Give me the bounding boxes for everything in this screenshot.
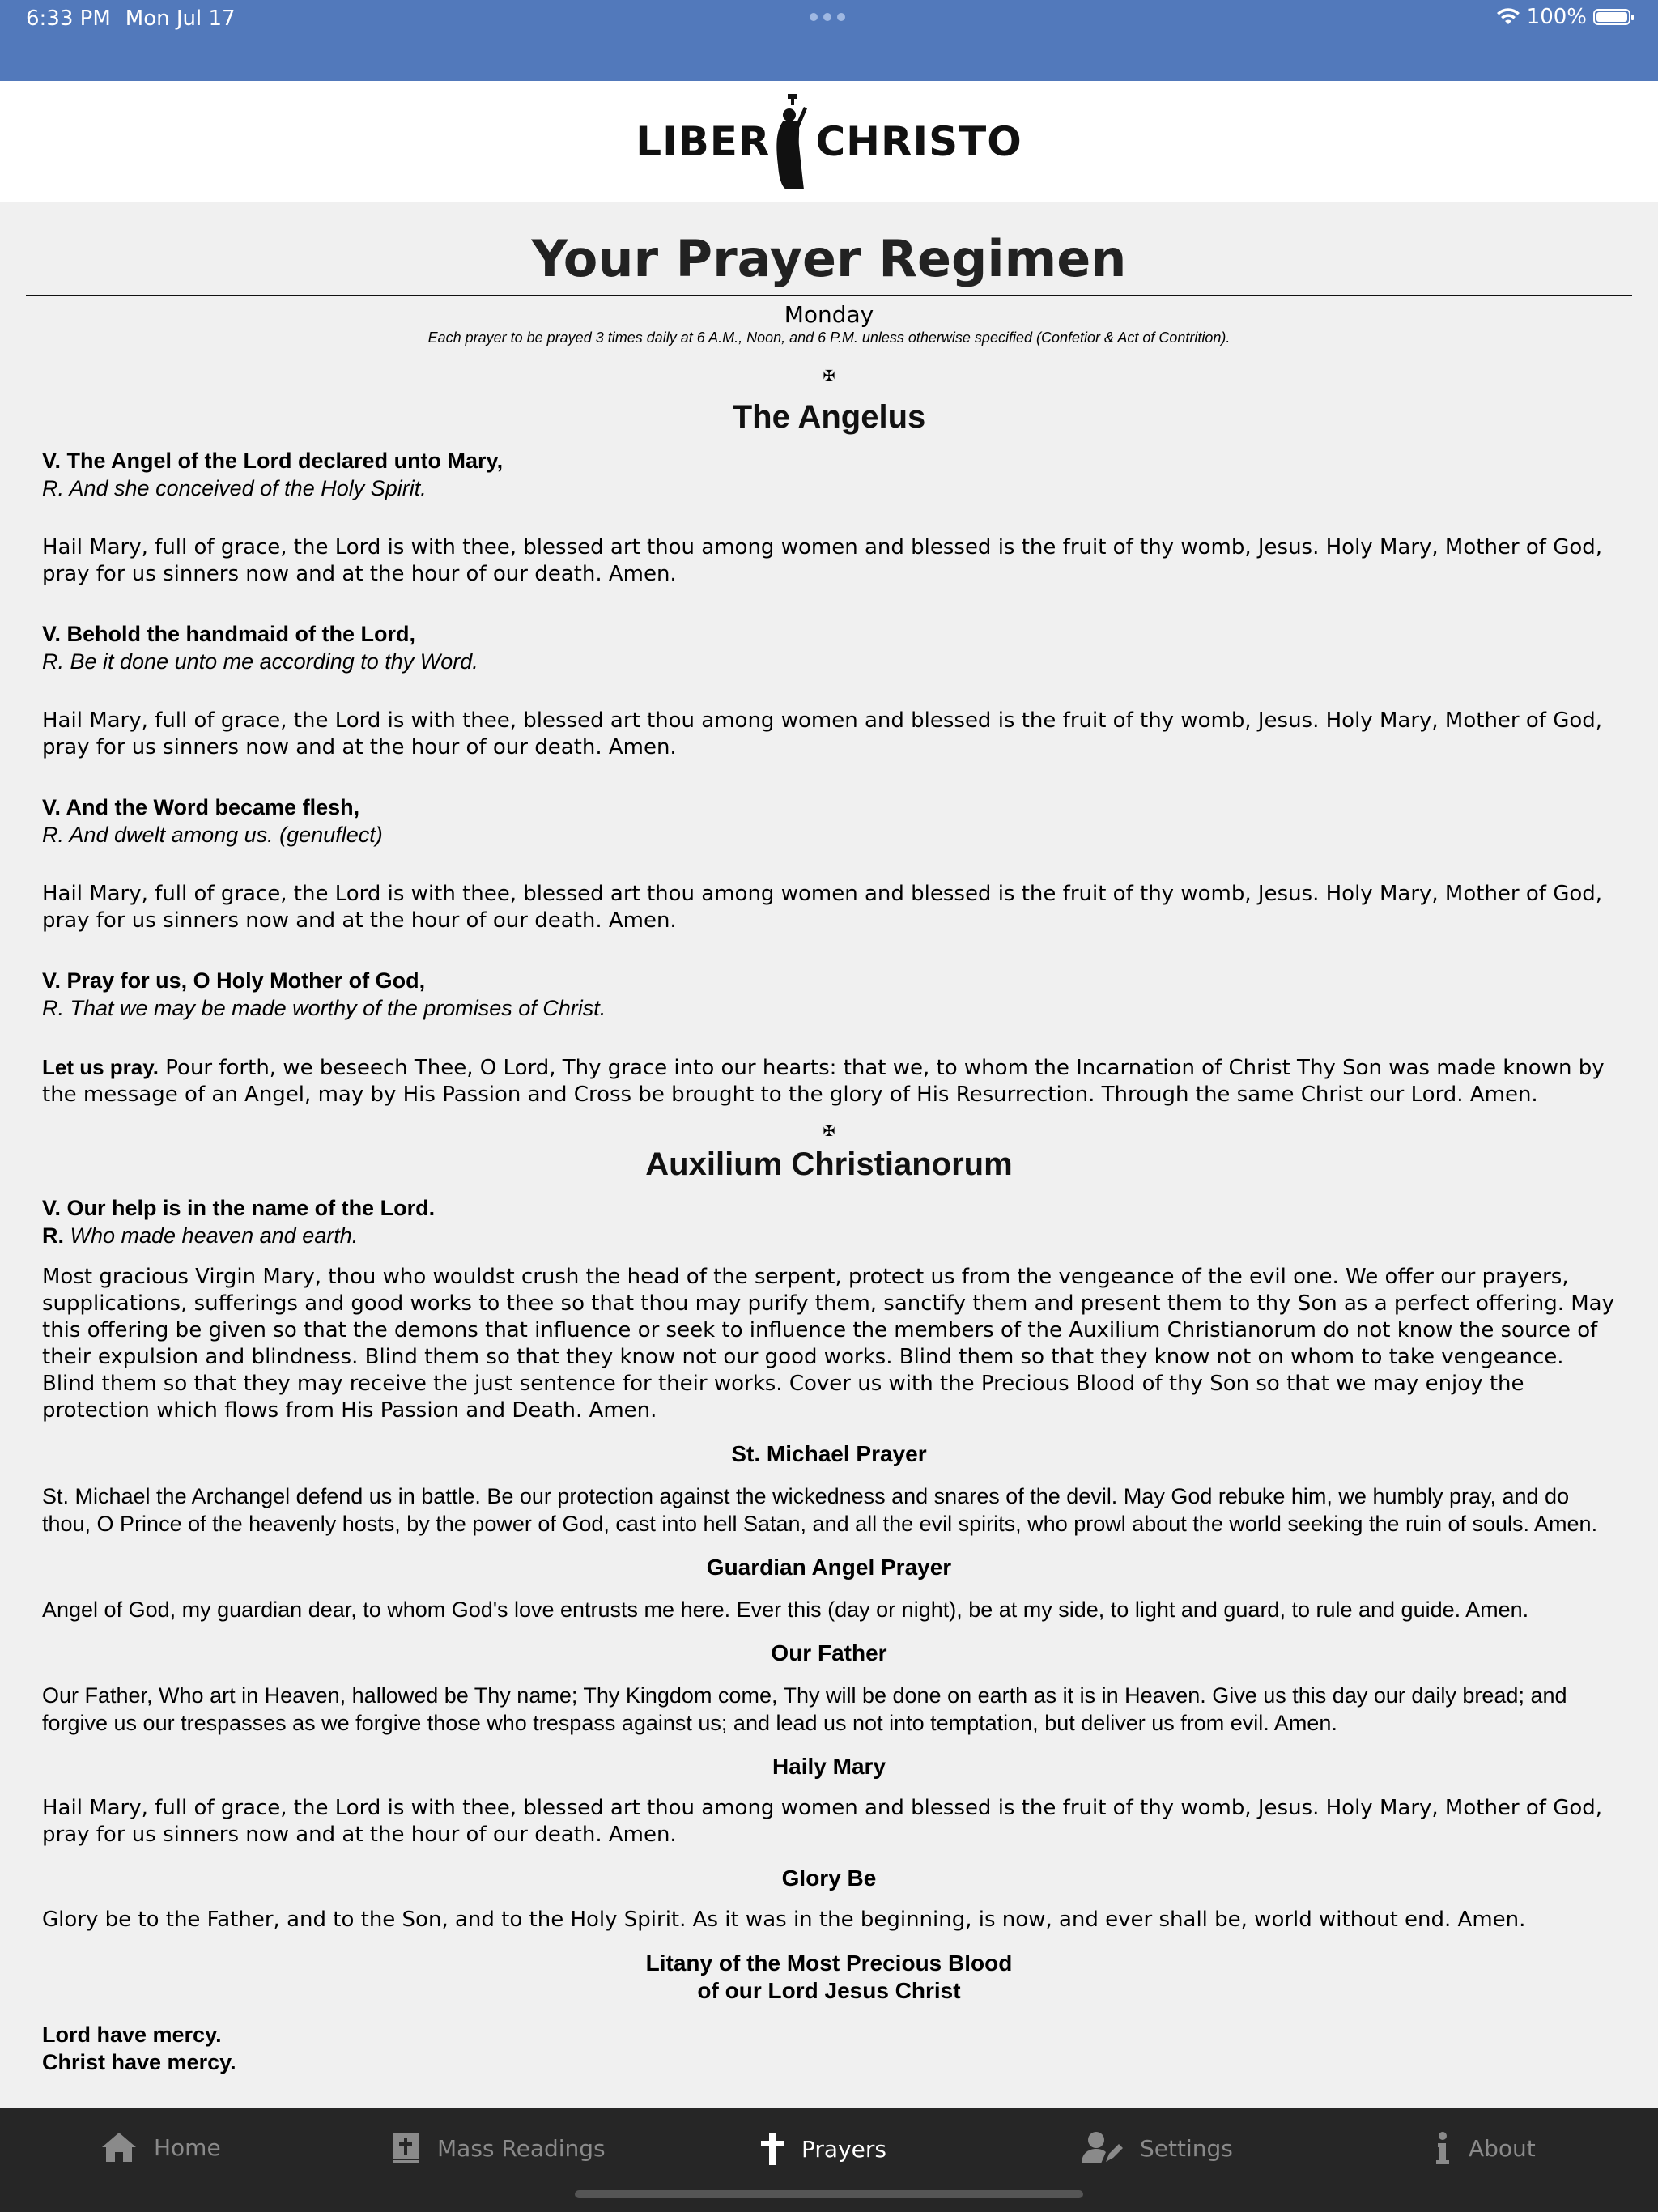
tab-home[interactable] bbox=[100, 2131, 221, 2163]
auxilium-title: Auxilium Christianorum bbox=[645, 1146, 1013, 1182]
tab-mass-readings-label: Mass Readings bbox=[437, 2134, 606, 2162]
tab-about[interactable] bbox=[1433, 2131, 1536, 2165]
logo-header bbox=[0, 81, 1658, 202]
glory-be-title: Glory Be bbox=[781, 1865, 877, 1891]
prayer-scroll-view[interactable] bbox=[0, 202, 1658, 2108]
litany-line: Christ have mercy. bbox=[42, 2050, 236, 2074]
angelus-response: R. And she conceived of the Holy Spirit. bbox=[42, 476, 427, 500]
day-label: Monday bbox=[784, 301, 874, 328]
status-time-text: 6:33 PM bbox=[26, 6, 111, 31]
our-father-title: Our Father bbox=[771, 1640, 887, 1665]
home-indicator[interactable] bbox=[575, 2190, 1083, 2198]
angelus-versicle: V. Pray for us, O Holy Mother of God, bbox=[42, 968, 426, 993]
hail-mary-text: Hail Mary, full of grace, the Lord is with thee, blessed art thou among women and blessed is the fruit of thy womb, Jesus. Holy Mary, Mother of God, pray for us sinners now and at the hour of our death. Amen. bbox=[42, 1796, 1603, 1847]
response-text: Who made heaven and earth. bbox=[64, 1223, 359, 1248]
monk-silhouette-icon bbox=[768, 92, 817, 191]
multitasking-dots-icon[interactable] bbox=[810, 13, 845, 21]
status-bar bbox=[0, 0, 1658, 81]
auxilium-versicle: V. Our help is in the name of the Lord. bbox=[42, 1196, 436, 1220]
info-icon bbox=[1433, 2131, 1452, 2165]
hail-mary-text: Hail Mary, full of grace, the Lord is with thee, blessed art thou among women and blessed is the fruit of thy womb, Jesus. Holy Mary, Mother of God, pray for us sinners now and at the hour of our death. Amen. bbox=[42, 708, 1603, 759]
logo-text-left: LIBER bbox=[636, 118, 771, 165]
battery-icon bbox=[1593, 9, 1630, 25]
st-michael-title: St. Michael Prayer bbox=[731, 1441, 927, 1466]
wifi-icon bbox=[1496, 8, 1520, 26]
response-label: R. bbox=[42, 1223, 64, 1248]
cross-ornament: ✠ bbox=[823, 368, 835, 384]
angelus-response: R. Be it done unto me according to thy Word. bbox=[42, 649, 478, 674]
our-father-text: Our Father, Who art in Heaven, hallowed be Thy name; Thy Kingdom come, Thy will be done on earth as it is in Heaven. Give us this day our daily bread; and forgive us our trespasses as we forgive those who trespass against us; and lead us not into temptation, but deliver us from evil. Amen. bbox=[42, 1683, 1567, 1735]
angelus-response: R. That we may be made worthy of the promises of Christ. bbox=[42, 996, 606, 1020]
angelus-versicle: V. The Angel of the Lord declared unto Mary, bbox=[42, 449, 504, 473]
hail-mary-title: Haily Mary bbox=[772, 1754, 886, 1779]
angelus-versicle: V. And the Word became flesh, bbox=[42, 795, 360, 819]
auxilium-prayer-text: Most gracious Virgin Mary, thou who wouldst crush the head of the serpent, protect us from the vengeance of the evil one. We offer our prayers, supplications, sufferings and good works to thee so that thou may purify them, sanctify them and present them to thy Son as a perfect offering. May this offering be given so that the demons that influence or seek to influence the members of the Auxilium Christianorum do not know the source of their expulsion and blindness. Blind them so that they know not our good works. Blind them so that they know not on whom to take vengeance. Blind them so that they may receive the just sentence for their works. Cover us with the Precious Blood of thy Son so that we may enjoy the protection which flows from His Passion and Death. Amen. bbox=[42, 1265, 1614, 1423]
title-divider bbox=[26, 295, 1632, 296]
tab-about-label: About bbox=[1469, 2134, 1536, 2162]
angelus-closing-prayer bbox=[42, 1054, 1616, 1108]
litany-title-line1: Litany of the Most Precious Blood bbox=[645, 1950, 1013, 1976]
litany-title bbox=[0, 1950, 1658, 2005]
status-date: Mon Jul 17 bbox=[125, 6, 236, 31]
hail-mary-text: Hail Mary, full of grace, the Lord is with thee, blessed art thou among women and blessed is the fruit of thy womb, Jesus. Holy Mary, Mother of God, pray for us sinners now and at the hour of our death. Amen. bbox=[42, 882, 1603, 933]
cross-ornament: ✠ bbox=[823, 1123, 835, 1139]
app-logo bbox=[636, 92, 1022, 191]
house-icon bbox=[100, 2131, 138, 2163]
logo-text-right: CHRISTO bbox=[815, 118, 1022, 165]
tab-settings[interactable] bbox=[1082, 2131, 1233, 2165]
guardian-angel-title: Guardian Angel Prayer bbox=[706, 1555, 952, 1580]
tab-mass-readings[interactable] bbox=[390, 2131, 606, 2165]
glory-be-text: Glory be to the Father, and to the Son, and to the Holy Spirit. As it was in the beginning, is now, and ever shall be, world without end. Amen. bbox=[42, 1908, 1526, 1932]
status-time bbox=[26, 6, 236, 31]
tab-prayers[interactable] bbox=[759, 2131, 886, 2167]
st-michael-text: St. Michael the Archangel defend us in battle. Be our protection against the wickedness and snares of the devil. May God rebuke him, we humbly pray, and do thou, O Prince of the heavenly hosts, by the power of God, cast into hell Satan, and all the evil spirits, who prowl about the world seeking the ruin of souls. Amen. bbox=[42, 1484, 1598, 1536]
cross-icon bbox=[759, 2131, 785, 2167]
tab-home-label: Home bbox=[154, 2133, 221, 2161]
guardian-angel-text: Angel of God, my guardian dear, to whom God's love entrusts me here. Ever this (day or night), be at my side, to light and guard, to rule and guide. Amen. bbox=[42, 1597, 1529, 1622]
litany-line: Lord have mercy. bbox=[42, 2023, 222, 2047]
user-edit-icon bbox=[1082, 2131, 1124, 2165]
litany-title-line2: of our Lord Jesus Christ bbox=[697, 1978, 961, 2003]
battery-percent: 100% bbox=[1526, 5, 1587, 29]
angelus-versicle: V. Behold the handmaid of the Lord, bbox=[42, 622, 416, 646]
instruction-note: Each prayer to be prayed 3 times daily at 6 A.M., Noon, and 6 P.M. unless otherwise specified (Confetior & Act of Contrition). bbox=[427, 330, 1231, 346]
tab-settings-label: Settings bbox=[1140, 2134, 1233, 2162]
bible-icon bbox=[390, 2131, 421, 2165]
angelus-closing-text: Pour forth, we beseech Thee, O Lord, Thy grace into our hearts: that we, to whom the Incarnation of Christ Thy Son was made known by the message of an Angel, may by His Passion and Cross be brought to the glory of His Resurrection. Through the same Christ our Lord. Amen. bbox=[42, 1056, 1605, 1107]
tab-prayers-label: Prayers bbox=[801, 2135, 886, 2163]
status-right bbox=[1496, 5, 1630, 29]
hail-mary-text: Hail Mary, full of grace, the Lord is with thee, blessed art thou among women and blessed is the fruit of thy womb, Jesus. Holy Mary, Mother of God, pray for us sinners now and at the hour of our death. Amen. bbox=[42, 535, 1603, 586]
angelus-response: R. And dwelt among us. (genuflect) bbox=[42, 823, 383, 847]
page-title: Your Prayer Regimen bbox=[531, 229, 1127, 288]
auxilium-response bbox=[42, 1222, 1616, 1249]
let-us-pray-label: Let us pray. bbox=[42, 1055, 159, 1079]
angelus-title: The Angelus bbox=[732, 399, 926, 435]
